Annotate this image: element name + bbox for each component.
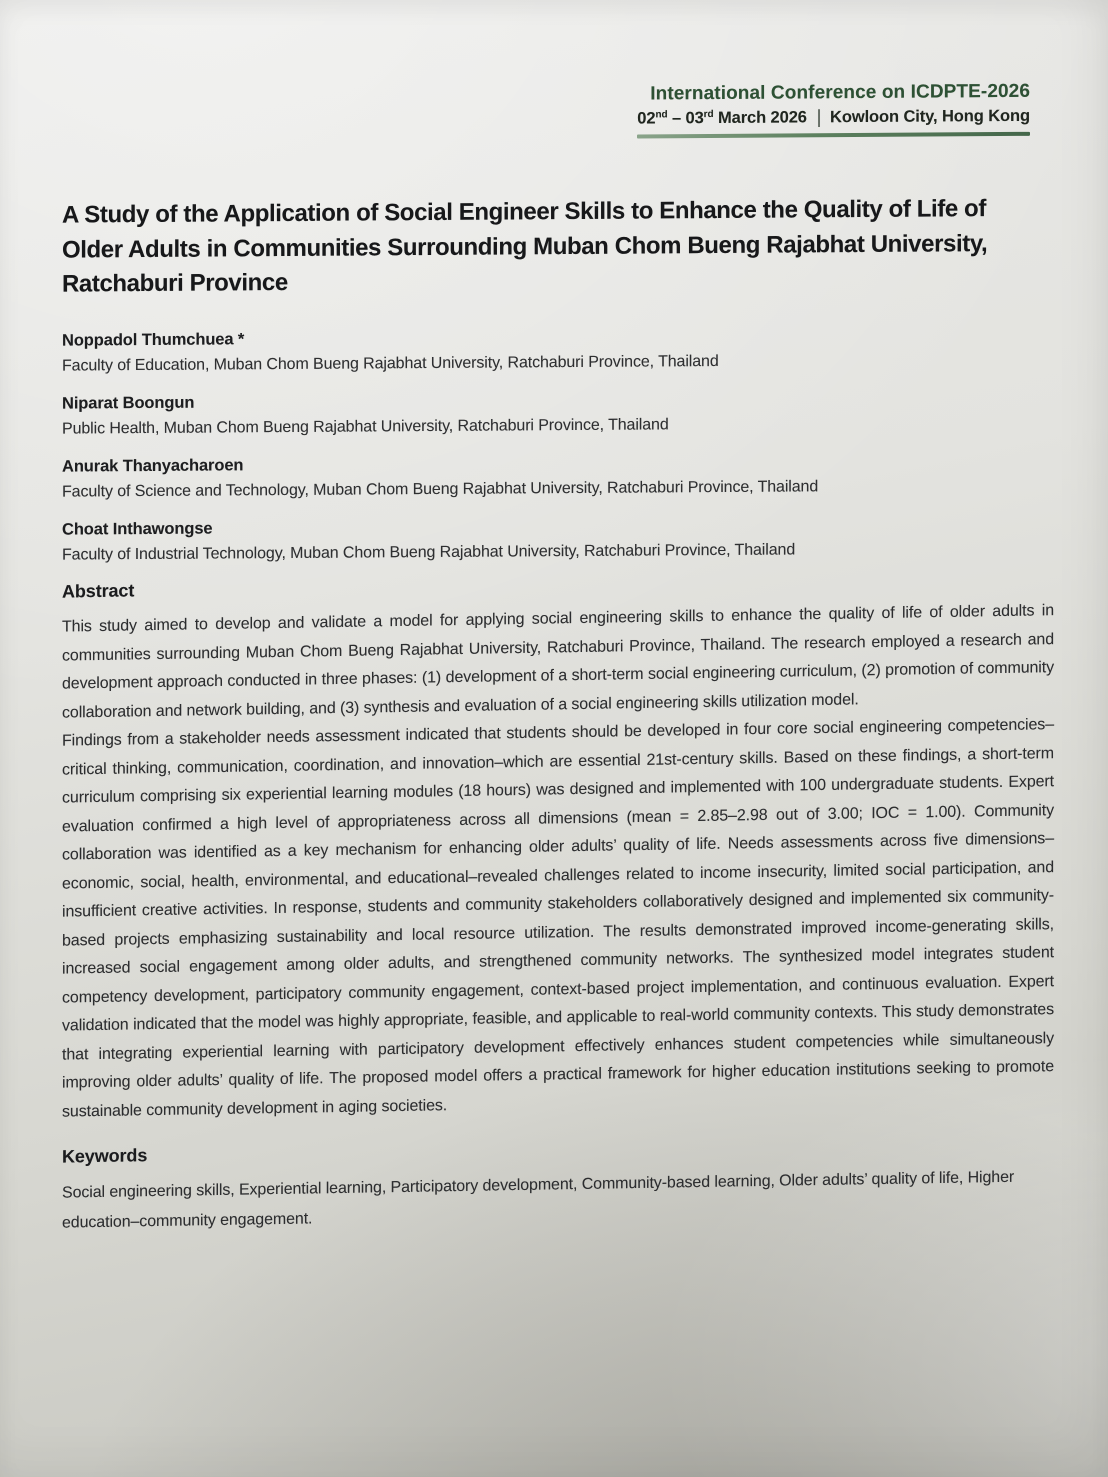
date-day2: 03 bbox=[685, 109, 704, 128]
author-name: Choat Inthawongse bbox=[62, 519, 213, 539]
author-name: Anurak Thanyacharoen bbox=[62, 455, 244, 476]
keywords-text: Social engineering skills, Experiential learning, Participatory development, Community-based learning, Older adults’ quality of life, Higher education–community engagement. bbox=[62, 1168, 1015, 1232]
author-entry bbox=[62, 447, 1108, 504]
conference-name: International Conference on ICDPTE-2026 bbox=[650, 80, 1030, 105]
conference-subheader bbox=[637, 107, 1030, 139]
authors-block bbox=[62, 321, 1108, 567]
conference-date-location bbox=[637, 107, 1030, 129]
abstract-keywords-section bbox=[62, 564, 1108, 1238]
abstract-paragraph: This study aimed to develop and validate a model for applying social engineering skills to enhance the quality of life of older adults in communities surrounding Muban Chom Bueng Rajabhat University, Ratchaburi Province, Thailand. The research employed a research and development approach conducted in three phases: (1) development of a short-term social engineering curriculum, (2) promotion of community collaboration and network building, and (3) synthesis and evaluation of a social engineering skills utilization model. bbox=[62, 601, 1054, 721]
abstract-body bbox=[62, 596, 1108, 1126]
separator-bar: | bbox=[816, 106, 822, 128]
paper-title: A Study of the Application of Social Engineer Skills to Enhance the Quality of Life of Older Adults in Communities Surrounding Muban Chom Bueng Rajabhat University, Ratchaburi Province bbox=[62, 195, 988, 298]
abstract-paragraph: Findings from a stakeholder needs assessment indicated that students should be developed in four core social engineering competencies–critical thinking, communication, coordination, and innovation–which are essential 21st-century skills. Based on these findings, a short-term curriculum comprising six experiential learning modules (18 hours) was designed and implemented with 100 undergraduate students. Expert evaluation confirmed a high level of appropriateness across all dimensions (mean = 2.85–2.98 out of 3.00; IOC = 1.00). Community collaboration was identified as a key mechanism for enhancing older adults’ quality of life. Needs assessments across five dimensions–economic, social, health, environmental, and educational–revealed challenges related to income insecurity, limited social participation, and insufficient creative activities. In response, students and community stakeholders collaboratively designed and implemented six community-based projects emphasizing sustainability and local resource utilization. The results demonstrated improved income-generating skills, increased social engagement among older adults, and strengthened community networks. The synthesized model integrates student competency development, participatory community engagement, context-based project implementation, and continuous evaluation. Expert validation indicated that the model was highly appropriate, feasible, and applicable to real-world community contexts. This study demonstrates that integrating experiential learning with participatory development effectively enhances student competencies while simultaneously improving older adults’ quality of life. The proposed model offers a practical framework for higher education institutions seeking to promote sustainable community development in aging societies. bbox=[62, 715, 1054, 1120]
author-entry bbox=[62, 384, 1108, 441]
date-month-year: March 2026 bbox=[713, 108, 807, 128]
date-dash: – bbox=[667, 109, 686, 128]
author-entry bbox=[62, 510, 1108, 567]
date-day1-suffix: nd bbox=[655, 109, 668, 121]
author-affiliation: Faculty of Education, Muban Chom Bueng Rajabhat University, Ratchaburi Province, Thailand bbox=[62, 352, 719, 375]
author-name: Noppadol Thumchuea * bbox=[62, 329, 245, 350]
green-underline bbox=[637, 132, 1030, 139]
abstract-heading: Abstract bbox=[62, 580, 135, 602]
conference-header bbox=[62, 81, 1030, 143]
author-affiliation: Faculty of Science and Technology, Muban Chom Bueng Rajabhat University, Ratchaburi Province, Thailand bbox=[62, 477, 819, 501]
keywords-heading: Keywords bbox=[62, 1144, 148, 1167]
author-affiliation: Public Health, Muban Chom Bueng Rajabhat University, Ratchaburi Province, Thailand bbox=[62, 415, 669, 438]
author-name: Niparat Boongun bbox=[62, 393, 195, 413]
author-entry bbox=[62, 321, 1108, 378]
date-day1: 02 bbox=[637, 109, 656, 128]
conference-location: Kowloon City, Hong Kong bbox=[830, 106, 1030, 127]
date-day2-suffix: rd bbox=[703, 109, 714, 121]
author-affiliation: Faculty of Industrial Technology, Muban Chom Bueng Rajabhat University, Ratchaburi Province, Thailand bbox=[62, 541, 796, 564]
